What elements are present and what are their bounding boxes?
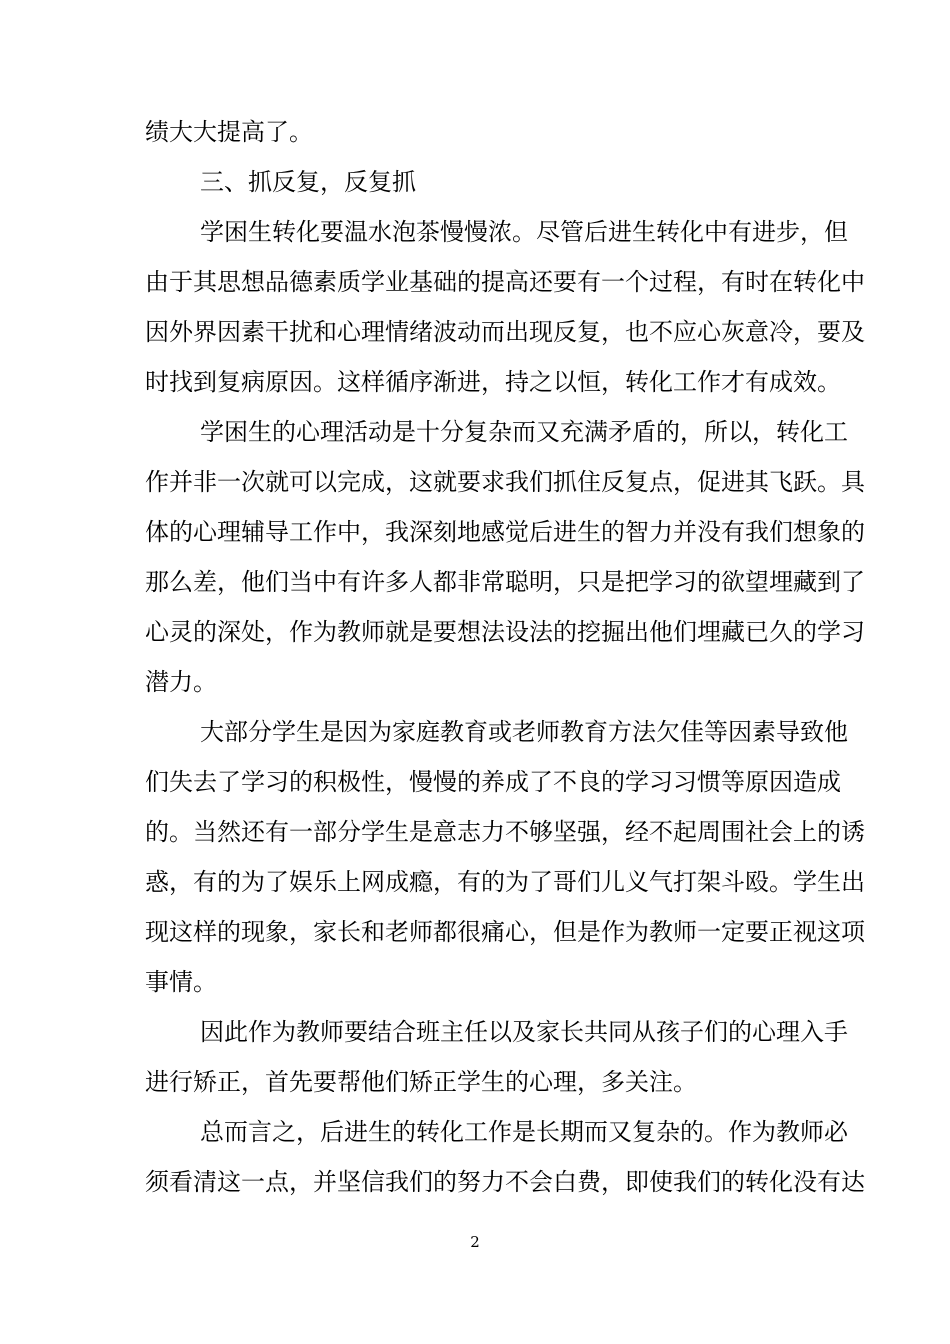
paragraph-line: 须看清这一点，并坚信我们的努力不会白费，即使我们的转化没有达 bbox=[145, 1168, 865, 1196]
paragraph-line: 潜力。 bbox=[145, 668, 217, 696]
paragraph-line: 绩大大提高了。 bbox=[145, 118, 313, 146]
paragraph-line: 体的心理辅导工作中，我深刻地感觉后进生的智力并没有我们想象的 bbox=[145, 518, 865, 546]
paragraph-line: 学困生的心理活动是十分复杂而又充满矛盾的，所以，转化工 bbox=[200, 418, 848, 446]
paragraph-line: 因此作为教师要结合班主任以及家长共同从孩子们的心理入手 bbox=[200, 1018, 848, 1046]
paragraph-line: 因外界因素干扰和心理情绪波动而出现反复，也不应心灰意冷，要及 bbox=[145, 318, 865, 346]
paragraph-line: 作并非一次就可以完成，这就要求我们抓住反复点，促进其飞跃。具 bbox=[145, 468, 865, 496]
paragraph-line: 事情。 bbox=[145, 968, 217, 996]
paragraph-line: 心灵的深处，作为教师就是要想法设法的挖掘出他们埋藏已久的学习 bbox=[145, 618, 865, 646]
paragraph-line: 们失去了学习的积极性，慢慢的养成了不良的学习习惯等原因造成 bbox=[145, 768, 841, 796]
paragraph-line: 惑，有的为了娱乐上网成瘾，有的为了哥们儿义气打架斗殴。学生出 bbox=[145, 868, 865, 896]
paragraph-line: 现这样的现象，家长和老师都很痛心，但是作为教师一定要正视这项 bbox=[145, 918, 865, 946]
paragraph-line: 总而言之，后进生的转化工作是长期而又复杂的。作为教师必 bbox=[200, 1118, 848, 1146]
paragraph-line: 大部分学生是因为家庭教育或老师教育方法欠佳等因素导致他 bbox=[200, 718, 848, 746]
page-number: 2 bbox=[470, 1233, 480, 1251]
paragraph-line: 时找到复病原因。这样循序渐进，持之以恒，转化工作才有成效。 bbox=[145, 368, 841, 396]
paragraph-line: 由于其思想品德素质学业基础的提高还要有一个过程，有时在转化中 bbox=[145, 268, 865, 296]
paragraph-line: 进行矫正，首先要帮他们矫正学生的心理，多关注。 bbox=[145, 1068, 697, 1096]
paragraph-line: 那么差，他们当中有许多人都非常聪明，只是把学习的欲望埋藏到了 bbox=[145, 568, 865, 596]
paragraph-line: 学困生转化要温水泡茶慢慢浓。尽管后进生转化中有进步，但 bbox=[200, 218, 848, 246]
section-heading: 三、抓反复，反复抓 bbox=[200, 168, 416, 196]
paragraph-line: 的。当然还有一部分学生是意志力不够坚强，经不起周围社会上的诱 bbox=[145, 818, 865, 846]
